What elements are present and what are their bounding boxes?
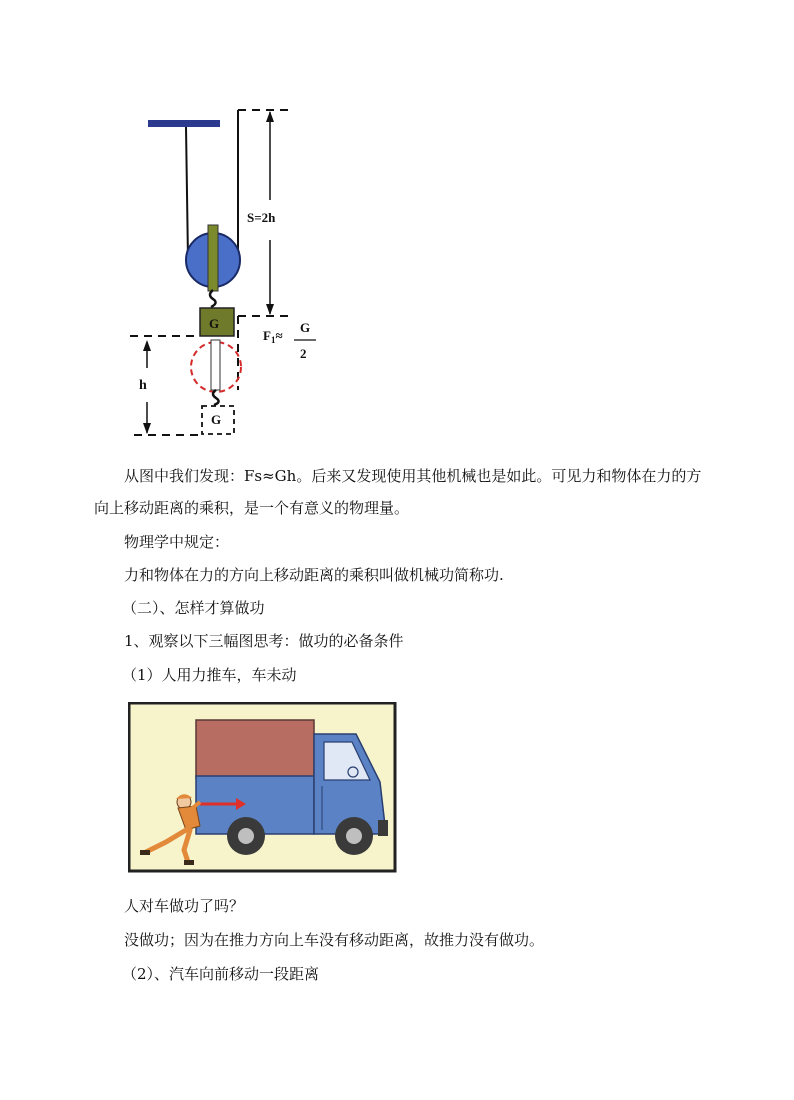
arrowhead-down-icon: [266, 304, 274, 315]
worker-shoe: [184, 860, 194, 865]
arrowhead-up-icon: [266, 111, 274, 122]
front-wheel-hub: [346, 828, 362, 844]
paragraph-fs-gh: 从图中我们发现：Fs≈Gh。后来又发现使用其他机械也是如此。可见力和物体在力的方向上移动距离的乘积，是一个有意义的物理量。: [94, 467, 702, 517]
question-did-work: 人对车做功了吗？: [124, 897, 245, 915]
section-heading-how-to-do-work: （二）、怎样才算做功: [122, 599, 265, 617]
weight-label-bottom: G: [211, 412, 222, 427]
hook: [210, 290, 216, 307]
paragraph-definition: 力和物体在力的方向上移动距离的乘积叫做机械功简称功.: [124, 566, 504, 584]
answer-no-work: 没做功；因为在推力方向上车没有移动距离，故推力没有做功。: [124, 931, 545, 949]
arrowhead-up-icon: [143, 340, 151, 351]
force-label: $F_1\approx$: [263, 328, 283, 345]
truck-cargo: [196, 720, 314, 778]
pulley-diagram: [120, 100, 360, 445]
paragraph-definition-intro: 物理学中规定：: [124, 533, 230, 551]
paragraph-case-1: （1）人用力推车，车未动: [122, 666, 297, 684]
height-label: h: [139, 378, 147, 393]
truck-push-illustration: [128, 702, 398, 874]
previous-hook: [213, 390, 219, 405]
bumper: [378, 820, 388, 836]
worker-shoe: [140, 850, 150, 855]
pulley-axle: [208, 225, 218, 291]
distance-label: S=2h: [247, 210, 276, 225]
ceiling-beam: [148, 120, 220, 127]
rope-fixed: [186, 127, 188, 260]
force-numerator: G: [300, 320, 311, 335]
force-denominator: 2: [300, 346, 307, 361]
weight-label-top: G: [209, 316, 220, 331]
paragraph-case-2: （2）、汽车向前移动一段距离: [122, 965, 320, 983]
arrowhead-down-icon: [143, 423, 151, 434]
paragraph-observe: 1、观察以下三幅图思考：做功的必备条件: [124, 632, 404, 650]
previous-axle: [211, 340, 220, 390]
rear-wheel-hub: [238, 828, 254, 844]
